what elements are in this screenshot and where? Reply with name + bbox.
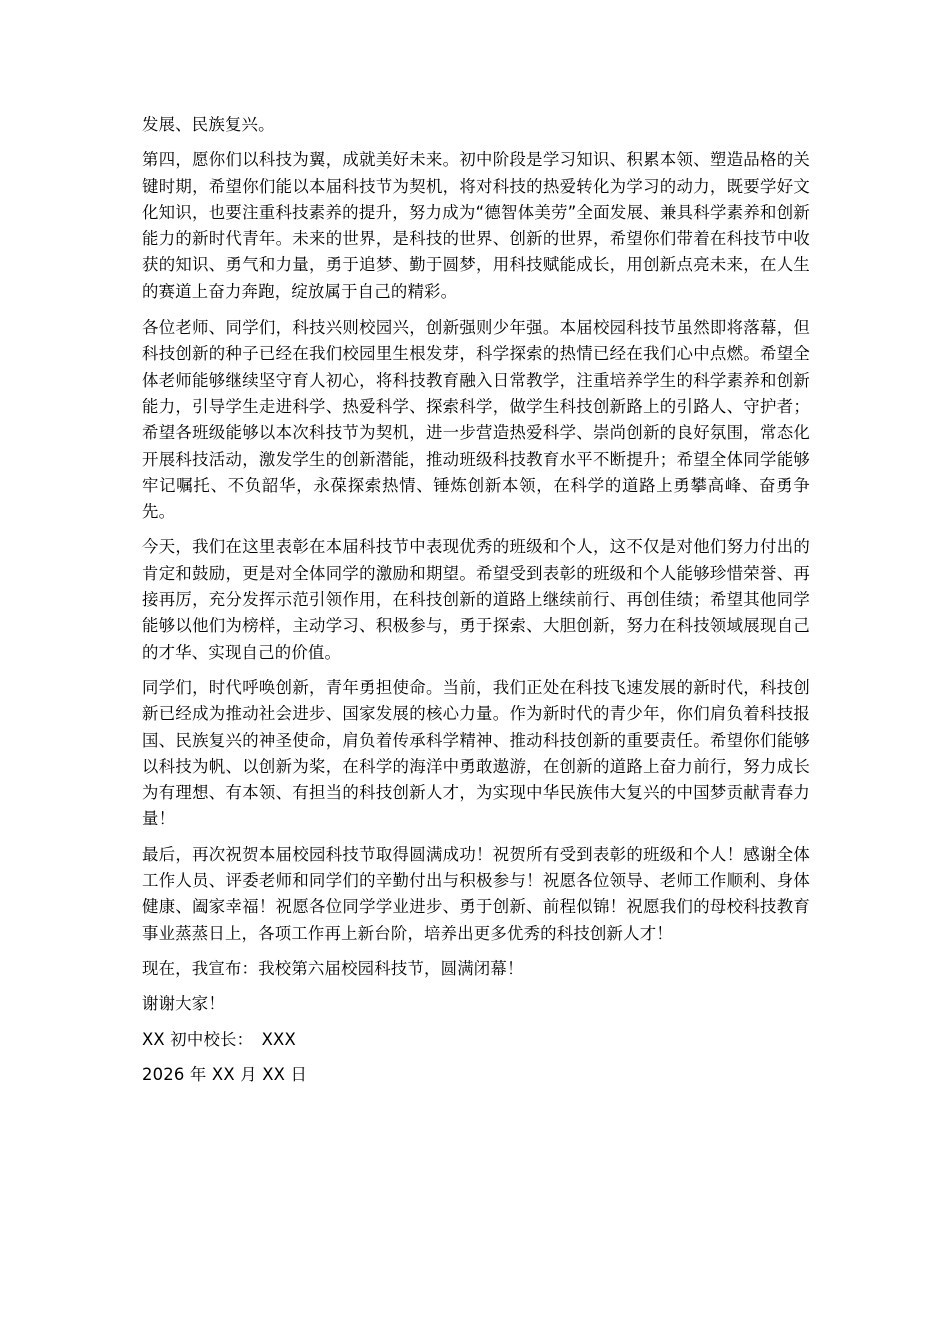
- paragraph-commendation: 今天，我们在这里表彰在本届科技节中表现优秀的班级和个人，这不仅是对他们努力付出的肯定和鼓励，更是对全体同学的激励和期望。希望受到表彰的班级和个人能够珍惜荣誉、再接再厉，充分发挥示范引领作用，在科技创新的道路上继续前行、再创佳绩；希望其他同学能够以他们为榜样，主动学习、积极参与，勇于探索、大胆创新，努力在科技领域展现自己的才华、实现自己的价值。: [142, 537, 810, 662]
- paragraph-declaration: 现在，我宣布：我校第六届校园科技节，圆满闭幕！: [142, 958, 524, 978]
- paragraph-fourth-wish: 第四，愿你们以科技为翼，成就美好未来。初中阶段是学习知识、积累本领、塑造品格的关键时期，希望你们能以本届科技节为契机，将对科技的热爱转化为学习的动力，既要学好文化知识，也要注重科技素养的提升，努力成为“德智体美劳”全面发展、兼具科学素养和创新能力的新时代青年。未来的世界，是科技的世界、创新的世界，希望你们带着在科技节中收获的知识、勇气和力量，勇于追梦、勤于圆梦，用科技赋能成长，用创新点亮未来，在人生的赛道上奋力奔跑，绽放属于自己的精彩。: [142, 150, 810, 301]
- paragraph-continuation: 发展、民族复兴。: [142, 115, 275, 134]
- paragraph-thanks: 谢谢大家！: [142, 994, 225, 1014]
- paragraph-teachers-students: 各位老师、同学们，科技兴则校园兴，创新强则少年强。本届校园科技节虽然即将落幕，但科技创新的种子已经在我们校园里生根发芽，科学探索的热情已经在我们心中点燃。希望全体老师能够继续坚守育人初心，将科技教育融入日常教学，注重培养学生的科学素养和创新能力，引导学生走进科学、热爱科学、探索科学，做学生科技创新路上的引路人、守护者；希望各班级能够以本次科技节为契机，进一步营造热爱科学、崇尚创新的良好氛围，常态化开展科技活动，激发学生的创新潜能，推动班级科技教育水平不断提升；希望全体同学能够牢记嘱托、不负韶华，永葆探索热情、锤炼创新本领，在科学的道路上勇攀高峰、奋勇争先。: [142, 318, 810, 522]
- document-page: [142, 112, 810, 1088]
- paragraph-mission: 同学们，时代呼唤创新，青年勇担使命。当前，我们正处在科技飞速发展的新时代，科技创新已经成为推动社会进步、国家发展的核心力量。作为新时代的青少年，你们肩负着科技报国、民族复兴的神圣使命，肩负着传承科学精神、推动科技创新的重要责任。希望你们能够以科技为帆、以创新为桨，在科学的海洋中勇敢遨游，在创新的道路上奋力前行，努力成长为有理想、有本领、有担当的科技创新人才，为实现中华民族伟大复兴的中国梦贡献青春力量！: [142, 677, 810, 829]
- signature-line: XX 初中校长： XXX: [142, 1029, 296, 1049]
- date-line: 2026 年 XX 月 XX 日: [142, 1064, 308, 1084]
- paragraph-closing-wishes: 最后，再次祝贺本届校园科技节取得圆满成功！祝贺所有受到表彰的班级和个人！感谢全体工作人员、评委老师和同学们的辛勤付出与积极参与！祝愿各位领导、老师工作顺利、身体健康、阖家幸福！祝愿各位同学学业进步、勇于创新、前程似锦！祝愿我们的母校科技教育事业蒸蒸日上，各项工作再上新台阶，培养出更多优秀的科技创新人才！: [142, 844, 810, 943]
